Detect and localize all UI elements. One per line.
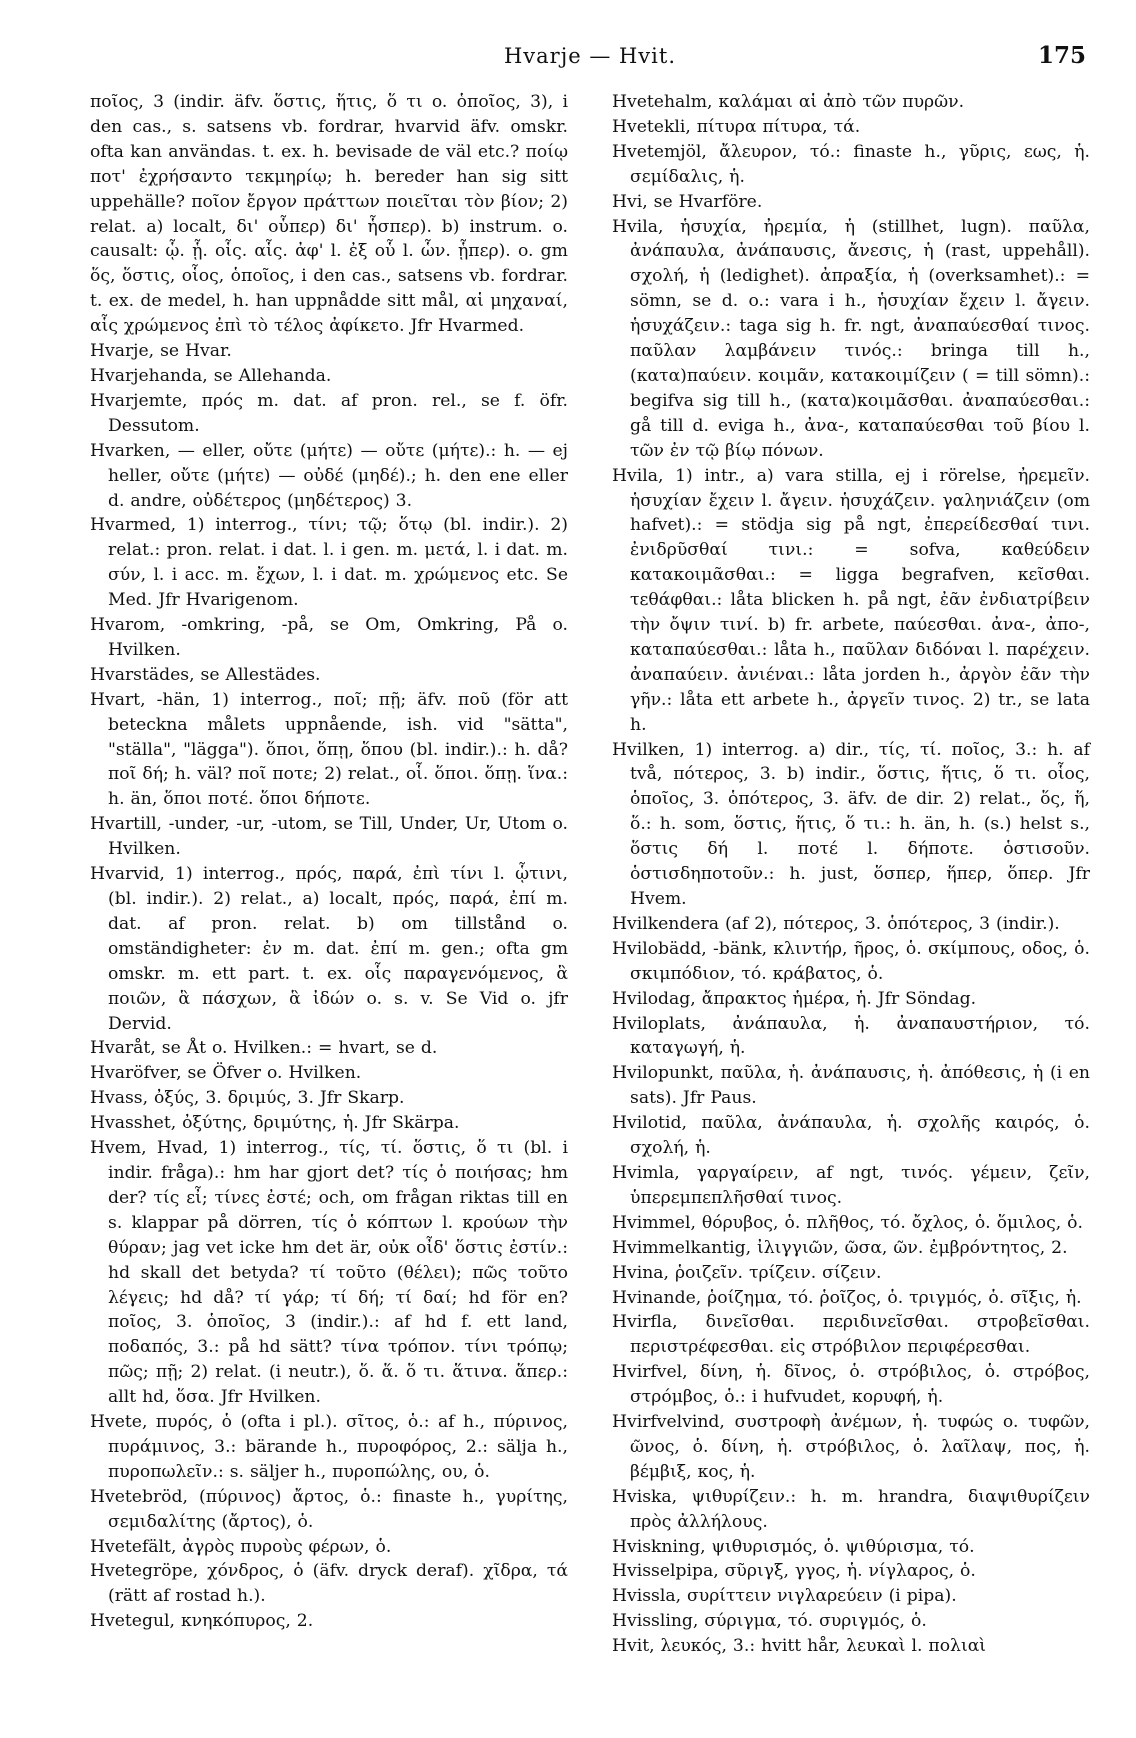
dictionary-entry: Hvete, πυρός, ὁ (ofta i pl.). σῖτος, ὁ.: af h., πύρινος, πυράμινος, 3.: bärande h., πυροφόρος, 2.: sälja h., πυροπωλεῖν.: s. säljer h., πυροπώλης, ου, ὁ. <box>90 1412 568 1482</box>
page-number: 175 <box>1037 42 1086 69</box>
dictionary-entry: Hvarvid, 1) interrog., πρός, παρά, ἐπὶ τίνι l. ᾧτινι, (bl. indir.). 2) relat., a) localt, πρός, παρά, ἐπί m. dat. af pron. relat. b) om tillstånd o. omständigheter: ἐν m. dat. ἐπί m. gen.; ofta gm omskr. m. ett part. t. ex. οἷς παραγενόμενος, ἃ ποιῶν, ἃ πάσχων, ἃ ἰδών o. s. v. Se Vid o. jfr Dervid. <box>90 864 568 1034</box>
dictionary-entry: Hvem, Hvad, 1) interrog., τίς, τί. ὅστις, ὅ τι (bl. i indir. fråga).: hm har gjort det? τίς ὁ ποιήσας; hm der? τίς εἶ; τίνες ἐστέ; och, om frågan riktas till en s. klappar på dörren, τίς ὁ κόπτων l. κρούων τὴν θύραν; jag vet icke hm det är, οὐκ οἶδ' ὅστις ἐστίν.: hd skall det betyda? τί τοῦτο (θέλει); πῶς τοῦτο λέγεις; hd då? τί γάρ; τί δή; τί δαί; hd för en? ποῖος, 3. ὁποῖος, 3 (indir.).: af hd f. ett land, ποδαπός, 3.: på hd sätt? τίνα τρόπον. τίνι τρόπῳ; πῶς; πῇ; 2) relat. (i neutr.), ὅ. ἅ. ὅ τι. ἅτινα. ἅπερ.: allt hd, ὅσα. Jfr Hvilken. <box>90 1138 568 1408</box>
dictionary-entry: Hvilken, 1) interrog. a) dir., τίς, τί. ποῖος, 3.: h. af två, πότερος, 3. b) indir., ὅστις, ἥτις, ὅ τι. οἷος, ὁποῖος, 3. ὁπότερος, 3. äfv. de dir. 2) relat., ὅς, ἥ, ὅ.: h. som, ὅστις, ἥτις, ὅ τι.: h. än, h. (s.) helst s., ὅστις δή l. ποτέ l. δήποτε. ὁστισοῦν. ὁστισδηποτοῦν.: h. just, ὅσπερ, ἥπερ, ὅπερ. Jfr Hvem. <box>612 739 1090 909</box>
dictionary-entry: Hvimmelkantig, ἰλιγγιῶν, ῶσα, ῶν. ἐμβρόντητος, 2. <box>612 1237 1068 1258</box>
dictionary-entry: Hvarjehanda, se Allehanda. <box>90 365 332 386</box>
dictionary-entry: Hvarken, — eller, οὔτε (μήτε) — οὔτε (μήτε).: h. — ej heller, οὔτε (μήτε) — οὐδέ (μηδέ).; h. den ene eller d. andre, οὐδέτερος (μηδέτερος) 3. <box>90 440 568 511</box>
dictionary-entry: Hvissling, σύριγμα, τό. συριγμός, ὁ. <box>612 1611 927 1632</box>
right-column <box>612 90 1090 1659</box>
dictionary-entry: Hvirfvelvind, συστροφὴ ἀνέμων, ἡ. τυφώς o. τυφῶν, ῶνος, ὁ. δίνη, ἡ. στρόβιλος, ὁ. λαῖλαψ, πος, ἡ. βέμβιξ, κος, ἡ. <box>612 1412 1090 1482</box>
dictionary-entry: Hvilkendera (af 2), πότερος, 3. ὁπότερος, 3 (indir.). <box>612 913 1060 934</box>
dictionary-entry: Hvi, se Hvarföre. <box>612 191 763 212</box>
dictionary-entry: Hvisselpipa, σῦριγξ, γγος, ἡ. νίγλαρος, ὁ. <box>612 1561 976 1582</box>
dictionary-entry: Hvarje, se Hvar. <box>90 341 232 362</box>
dictionary-entry: Hvetehalm, καλάμαι αἱ ἀπὸ τῶν πυρῶν. <box>612 92 965 112</box>
page-header <box>90 38 1090 78</box>
dictionary-entry: Hvissla, συρίττειν νιγλαρεύειν (i pipa). <box>612 1586 957 1607</box>
dictionary-entry: Hvetemjöl, ἄλευρον, τό.: finaste h., γῦρις, εως, ἡ. σεμίδαλις, ἡ. <box>612 141 1090 187</box>
dictionary-entry: Hvaröfver, se Öfver o. Hvilken. <box>90 1063 362 1084</box>
dictionary-entry: Hvimmel, θόρυβος, ὁ. πλῆθος, τό. ὄχλος, ὁ. ὅμιλος, ὁ. <box>612 1212 1083 1233</box>
dictionary-entry: Hvilopunkt, παῦλα, ἡ. ἀνάπαυσις, ἡ. ἀπόθεσις, ἡ (i en sats). Jfr Paus. <box>612 1063 1090 1109</box>
dictionary-entry: Hvimla, γαργαίρειν, af ngt, τινός. γέμειν, ζεῖν, ὑπερεμπεπλῆσθαί τινος. <box>612 1162 1090 1208</box>
dictionary-entry: Hvarom, -omkring, -på, se Om, Omkring, På o. Hvilken. <box>90 615 568 660</box>
dictionary-entry: Hvinande, ῥοίζημα, τό. ῥοῖζος, ὁ. τριγμός, ὁ. σῖξις, ἡ. <box>612 1287 1082 1308</box>
dictionary-entry: Hvila, ἡσυχία, ἠρεμία, ἡ (stillhet, lugn). παῦλα, ἀνάπαυλα, ἀνάπαυσις, ἄνεσις, ἡ (rast, uppehåll). σχολή, ἡ (ledighet). ἀπραξία, ἡ (overksamhet).: = sömn, se d. o.: vara i h., ἡσυχίαν ἔχειν l. ἄγειν. ἡσυχάζειν.: taga sig h. fr. ngt, ἀναπαύεσθαί τινος. παῦλαν λαμβάνειν τινός.: bringa till h., (κατα)παύειν. κοιμᾶν, κατακοιμίζειν ( = till sömn).: begifva sig till h., (κατα)κοιμᾶσθαι. ἀναπαύεσθαι.: gå till d. eviga h., ἀνα-, καταπαύεσθαι τοῦ βίου l. τῶν ἐν τῷ βίῳ πόνων. <box>612 216 1090 461</box>
dictionary-entry: ποῖος, 3 (indir. äfv. ὅστις, ἥτις, ὅ τι o. ὁποῖος, 3), i den cas., s. satsens vb. fordrar, hvarvid äfv. omskr. ofta kan användas. t. ex. h. bevisade de väl etc.? ποίῳ ποτ' ἐχρήσαντο τεκμηρίῳ; h. bereder han sig sitt uppehälle? ποῖον ἔργον πράττων ποιεῖται τὸν βίον; 2) relat. a) localt, δι' οὗπερ) δι' ἧσπερ). b) instrum. o. causalt: ᾧ. ᾗ. οἷς. αἷς. ἀφ' l. ἐξ οὗ l. ὧν. ᾗπερ). o. gm ὅς, ὅστις, οἷος, ὁποῖος, i den cas., satsens vb. fordrar. t. ex. de medel, h. han uppnådde sitt mål, αἱ μηχαναί, αἷς χρώμενος ἐπὶ τὸ τέλος ἀφίκετο. Jfr Hvarmed. <box>90 92 568 337</box>
dictionary-entry: Hvilotid, παῦλα, ἀνάπαυλα, ἡ. σχολῆς καιρός, ὁ. σχολή, ἡ. <box>612 1113 1090 1159</box>
dictionary-entry: Hvit, λευκός, 3.: hvitt hår, λευκαὶ l. πολιαὶ <box>612 1636 987 1657</box>
dictionary-entry: Hvetegul, κνηκόπυρος, 2. <box>90 1611 314 1632</box>
dictionary-entry: Hvasshet, ὀξύτης, δριμύτης, ἡ. Jfr Skärpa. <box>90 1113 460 1134</box>
dictionary-entry: Hviloplats, ἀνάπαυλα, ἡ. ἀναπαυστήριον, τό. καταγωγή, ἡ. <box>612 1013 1090 1059</box>
dictionary-entry: Hviska, ψιθυρίζειν.: h. m. hrandra, διαψιθυρίζειν πρὸς ἀλλήλους. <box>612 1486 1090 1532</box>
dictionary-entry: Hvila, 1) intr., a) vara stilla, ej i rörelse, ἠρεμεῖν. ἡσυχίαν ἔχειν l. ἄγειν. ἡσυχάζειν. γαληνιάζειν (om hafvet).: = stödja sig på ngt, ἐπερείδεσθαί τινι. ἐνιδρῦσθαί τινι.: = sofva, καθεύδειν κατακοιμᾶσθαι.: = ligga begrafven, κεῖσθαι. τεθάφθαι.: låta blicken h. på ngt, ἐᾶν ἐνδιατρίβειν τὴν ὄψιν τινί. b) fr. arbete, παύεσθαι. ἀνα-, ἀπο-, καταπαύεσθαι.: låta h., παῦλαν διδόναι l. παρέχειν. ἀναπαύειν. ἀνιέναι.: låta jorden h., ἀργὸν ἐᾶν τὴν γῆν.: låta ett arbete h., ἀργεῖν τινος. 2) tr., se lata h. <box>612 465 1090 735</box>
dictionary-entry: Hvilodag, ἄπρακτος ἡμέρα, ἡ. Jfr Söndag. <box>612 988 977 1009</box>
left-column <box>90 90 568 1659</box>
dictionary-entry: Hvetegröpe, χόνδρος, ὁ (äfv. dryck deraf). χῖδρα, τά (rätt af rostad h.). <box>90 1561 568 1607</box>
dictionary-entry: Hvarjemte, πρός m. dat. af pron. rel., se f. öfr. Dessutom. <box>90 390 568 436</box>
text-columns <box>90 90 1090 1659</box>
dictionary-entry: Hvetekli, πίτυρα πίτυρα, τά. <box>612 116 861 137</box>
dictionary-entry: Hvilobädd, -bänk, κλιντήρ, ῆρος, ὁ. σκίμπους, οδος, ὁ. σκιμπόδιον, τό. κράβατος, ὁ. <box>612 938 1090 984</box>
dictionary-entry: Hvirfla, δινεῖσθαι. περιδινεῖσθαι. στροβεῖσθαι. περιστρέφεσθαι. εἰς στρόβιλον περιφέρεσθαι. <box>612 1312 1090 1358</box>
dictionary-entry: Hvaråt, se Åt o. Hvilken.: = hvart, se d. <box>90 1038 438 1059</box>
dictionary-entry: Hvass, ὀξύς, 3. δριμύς, 3. Jfr Skarp. <box>90 1088 405 1109</box>
dictionary-entry: Hvina, ῥοιζεῖν. τρίζειν. σίζειν. <box>612 1262 882 1283</box>
dictionary-entry: Hvarmed, 1) interrog., τίνι; τῷ; ὅτῳ (bl. indir.). 2) relat.: pron. relat. i dat. l. i gen. m. μετά, l. i dat. m. σύν, l. i acc. m. ἔχων, l. i dat. m. χρώμενος etc. Se Med. Jfr Hvarigenom. <box>90 515 568 611</box>
dictionary-entry: Hvirfvel, δίνη, ἡ. δῖνος, ὁ. στρόβιλος, ὁ. στρόβος, στρόμβος, ὁ.: i hufvudet, κορυφή, ἡ. <box>612 1362 1090 1408</box>
dictionary-entry: Hvarstädes, se Allestädes. <box>90 664 321 685</box>
dictionary-entry: Hvetefält, ἀγρὸς πυροὺς φέρων, ὁ. <box>90 1536 392 1557</box>
dictionary-entry: Hviskning, ψιθυρισμός, ὁ. ψιθύρισμα, τό. <box>612 1536 975 1557</box>
dictionary-entry: Hvart, -hän, 1) interrog., ποῖ; πῇ; äfv. ποῦ (för att beteckna målets uppnående, ish. vid "sätta", "ställa", "lägga"). ὅποι, ὅπῃ, ὅπου (bl. indir.).: h. då? ποῖ δή; h. väl? ποῖ ποτε; 2) relat., οἷ. ὅποι. ὅπῃ. ἵνα.: h. än, ὅποι ποτέ. ὅποι δήποτε. <box>90 689 568 810</box>
dictionary-entry: Hvartill, -under, -ur, -utom, se Till, Under, Ur, Utom o. Hvilken. <box>90 814 568 860</box>
dictionary-entry: Hvetebröd, (πύρινος) ἄρτος, ὁ.: finaste h., γυρίτης, σεμιδαλίτης (ἄρτος), ὁ. <box>90 1486 568 1532</box>
running-head: Hvarje — Hvit. <box>503 44 677 68</box>
